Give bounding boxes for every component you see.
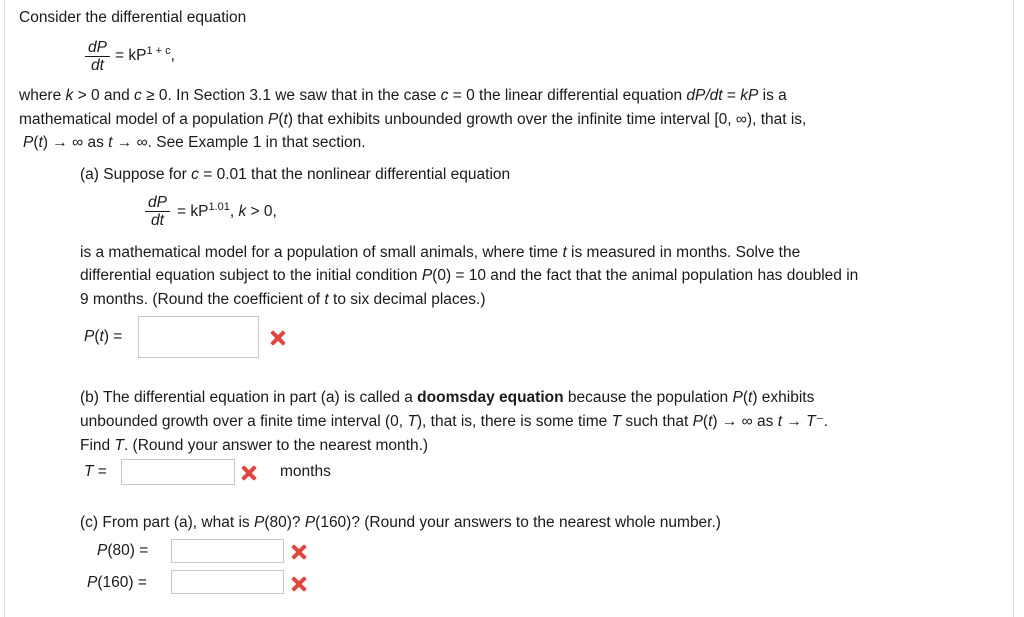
part-a-text-line-1: is a mathematical model for a population of small animals, where time t is measured in months. Solve the <box>80 244 801 261</box>
incorrect-x-icon <box>241 465 257 481</box>
part-b-text-line-1: (b) The differential equation in part (a) is called a doomsday equation because the population P(t) exhibits <box>80 389 815 406</box>
intro-heading: Consider the differential equation <box>19 9 247 26</box>
intro-paragraph-line-1: where k > 0 and c ≥ 0. In Section 3.1 we saw that in the case c = 0 the linear differential equation dP/dt = kP is a <box>19 87 787 104</box>
part-a-fraction <box>145 194 170 229</box>
part-b-answer-input[interactable] <box>121 459 235 485</box>
intro-paragraph-line-3: P(t) → ∞ as t → ∞. See Example 1 in that section. <box>23 134 366 151</box>
incorrect-x-icon <box>291 576 307 592</box>
part-b-unit-label: months <box>280 463 331 480</box>
part-a-equation-rhs: = $kP^{1.01}$, k > 0, <box>177 201 277 220</box>
incorrect-x-icon <box>291 544 307 560</box>
fraction-denominator: dt <box>91 57 104 74</box>
intro-paragraph-line-2: mathematical model of a population P(t) that exhibits unbounded growth over the infinite time interval [0, ∞), that is, <box>19 111 807 128</box>
problem-container <box>4 0 1014 617</box>
part-b-text-line-3: Find T. (Round your answer to the nearest month.) <box>80 437 429 454</box>
part-a-text-line-3: 9 months. (Round the coefficient of t to six decimal places.) <box>80 291 486 308</box>
part-b-text-line-2: unbounded growth over a finite time interval (0, T), that is, there is some time T such that P(t) → ∞ as t → T⁻. <box>80 413 829 430</box>
incorrect-x-icon <box>270 330 286 346</box>
part-a-text-line-2: differential equation subject to the initial condition P(0) = 10 and the fact that the animal population has doubled in <box>80 267 859 284</box>
fraction-numerator: dP <box>85 39 110 57</box>
part-a-answer-input[interactable] <box>138 316 259 358</box>
fraction-numerator: dP <box>145 194 170 212</box>
part-c-answer-1-input[interactable] <box>171 539 284 563</box>
part-c-answer-1-label: P(80) = <box>97 542 149 559</box>
part-c-text-line-1: (c) From part (a), what is P(80)? P(160)? (Round your answers to the nearest whole number.) <box>80 514 721 531</box>
intro-fraction <box>85 39 110 74</box>
part-b-answer-label: T = <box>84 463 107 480</box>
part-a-lead: (a) Suppose for c = 0.01 that the nonlinear differential equation <box>80 166 511 183</box>
intro-equation-rhs: = $kP^{1 + c}$, <box>115 45 175 64</box>
part-c-answer-2-label: P(160) = <box>87 574 147 591</box>
part-a-answer-label: P(t) = <box>84 328 123 345</box>
part-c-answer-2-input[interactable] <box>171 570 284 594</box>
fraction-denominator: dt <box>151 212 164 229</box>
